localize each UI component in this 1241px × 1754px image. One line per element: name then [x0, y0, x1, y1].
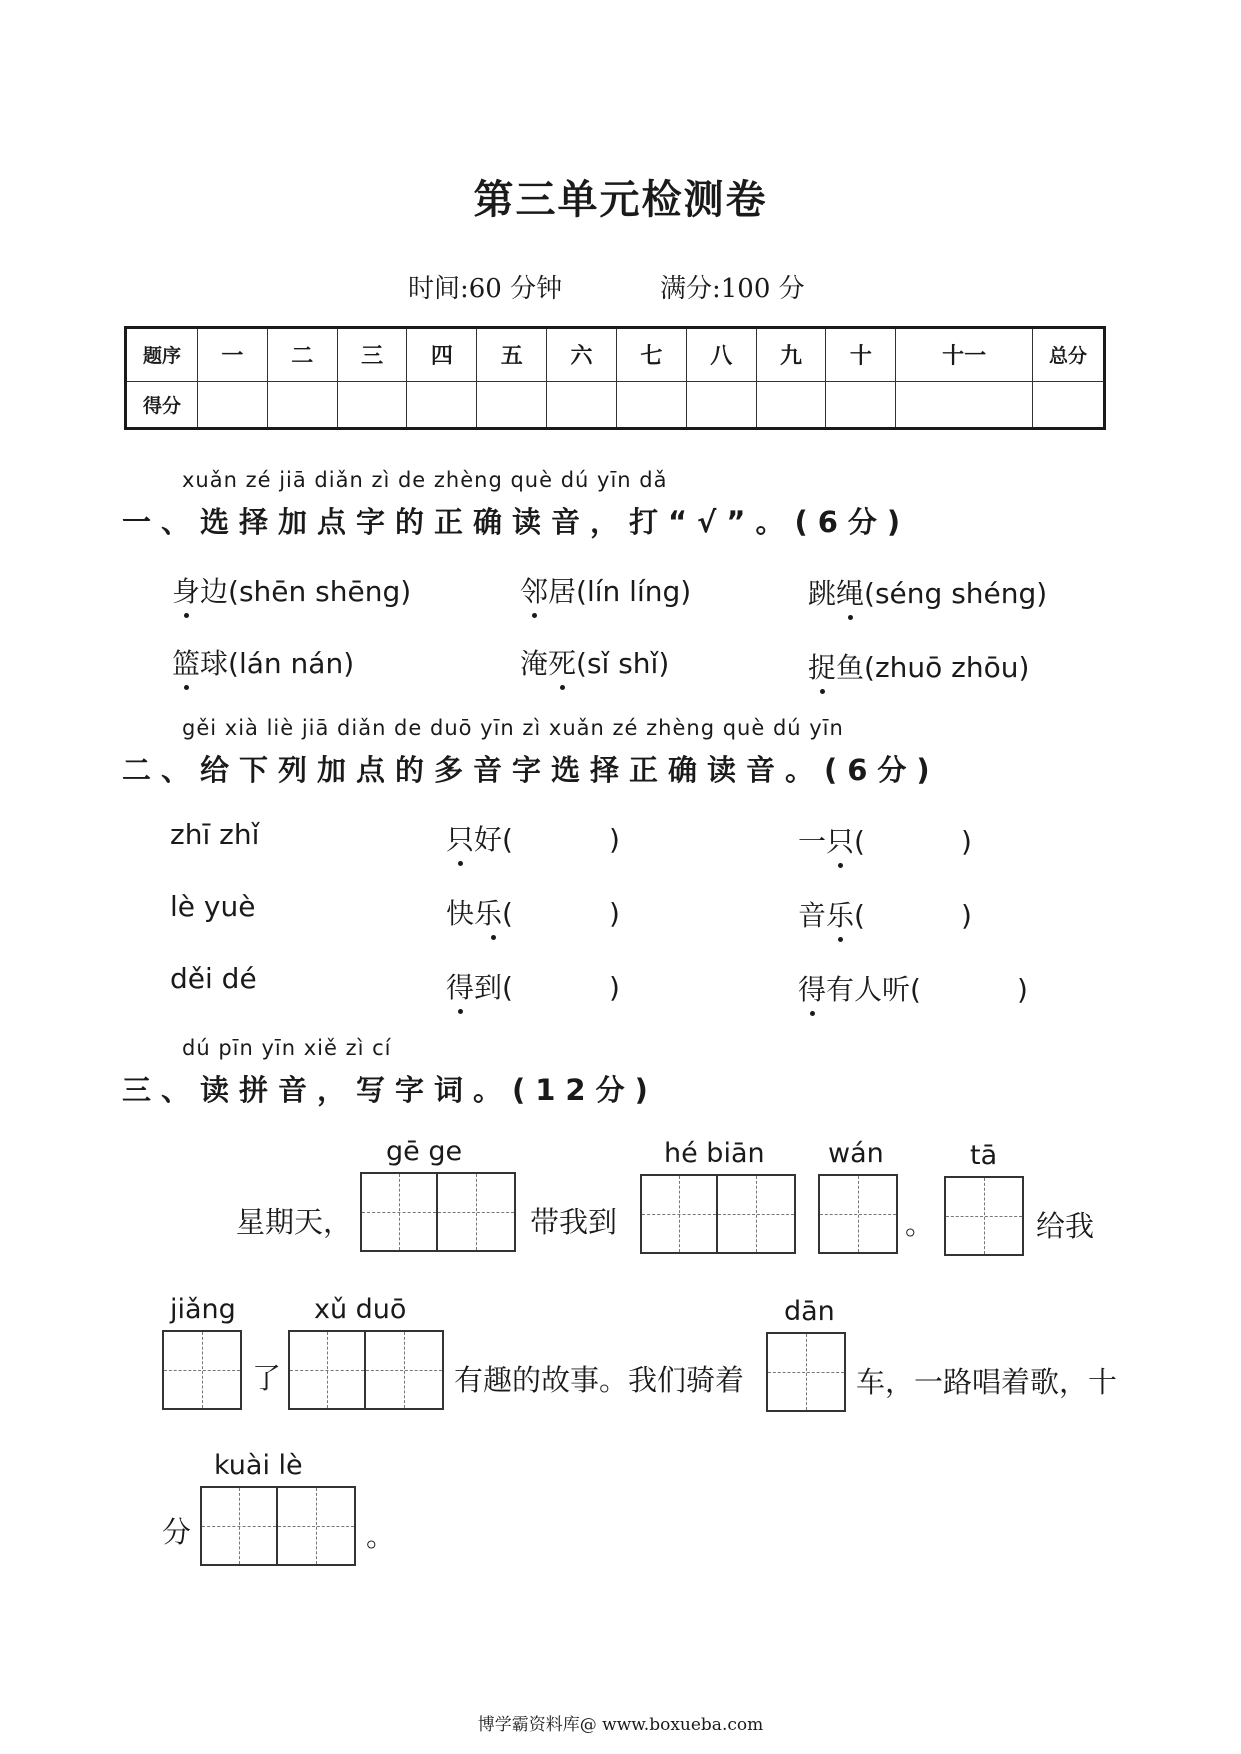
full-score: 满分:100 分 — [660, 274, 805, 304]
writing-box[interactable] — [162, 1330, 242, 1410]
score-row-label: 题序 — [126, 328, 198, 382]
writing-box[interactable] — [944, 1176, 1024, 1256]
char: 一 — [798, 825, 827, 858]
score-row-label: 得分 — [126, 381, 198, 428]
dotted-char: 只 — [446, 823, 475, 856]
score-col: 八 — [686, 328, 756, 382]
q2-readings: lè yuè — [170, 890, 256, 923]
score-cell[interactable] — [686, 381, 756, 428]
score-cell[interactable] — [616, 381, 686, 428]
dotted-char: 邻 — [520, 575, 549, 608]
score-cell[interactable] — [267, 381, 337, 428]
writing-box[interactable] — [640, 1174, 796, 1254]
paren: ) — [608, 897, 620, 930]
dotted-char: 死 — [548, 647, 577, 680]
pinyin-options: (zhuō zhōu) — [864, 651, 1030, 684]
dotted-char: 捉 — [808, 651, 837, 684]
paren: ( — [854, 825, 865, 858]
score-cell[interactable] — [896, 381, 1033, 428]
text: 分 — [162, 1515, 192, 1549]
dotted-char: 乐( — [474, 897, 513, 930]
dotted-char: 得 — [446, 971, 475, 1004]
text: 给我 — [1036, 1209, 1095, 1243]
text: 。 — [366, 1519, 396, 1553]
char: 有人听( — [826, 973, 921, 1006]
score-col: 一 — [198, 328, 268, 382]
q2-item[interactable] — [798, 820, 972, 860]
q2-item[interactable] — [446, 966, 620, 1006]
paren: ) — [608, 971, 620, 1004]
q2-item[interactable] — [446, 892, 620, 932]
pinyin-options: (séng shéng) — [864, 577, 1048, 610]
paren: ( — [854, 899, 865, 932]
box-pinyin: xǔ duō — [314, 1294, 407, 1325]
text: 车，一路唱着歌，十 — [856, 1365, 1118, 1399]
box-pinyin: tā — [970, 1140, 998, 1171]
q1-item[interactable] — [520, 642, 669, 682]
score-cell[interactable] — [756, 381, 826, 428]
pinyin-options: (shēn shēng) — [228, 575, 412, 608]
char: 跳 — [808, 577, 837, 610]
char: 居 — [548, 575, 577, 608]
score-cell[interactable] — [1033, 381, 1105, 428]
q3-title: 三、读拼音，写字词。(12分) — [122, 1073, 658, 1107]
char: 好( — [474, 823, 513, 856]
char: 鱼 — [836, 651, 865, 684]
box-pinyin: kuài lè — [214, 1450, 303, 1481]
writing-box[interactable] — [200, 1486, 356, 1566]
writing-box[interactable] — [818, 1174, 898, 1254]
char: 淹 — [520, 647, 549, 680]
q3-pinyin: dú pīn yīn xiě zì cí — [182, 1036, 392, 1060]
score-cell[interactable] — [547, 381, 617, 428]
char: 快 — [446, 897, 475, 930]
q1-item[interactable] — [520, 570, 691, 610]
text: 了 — [252, 1361, 282, 1395]
dotted-char: 乐 — [826, 899, 855, 932]
score-cell[interactable] — [337, 381, 407, 428]
char: 到( — [474, 971, 513, 1004]
box-pinyin: hé biān — [664, 1138, 765, 1169]
score-value-row — [126, 381, 1105, 428]
q2-item[interactable] — [798, 968, 1028, 1008]
footer-watermark: 博学霸资料库@ www.boxueba.com — [477, 1715, 764, 1735]
score-cell[interactable] — [477, 381, 547, 428]
dotted-char: 绳 — [836, 577, 865, 610]
page-title: 第三单元检测卷 — [473, 177, 768, 223]
box-pinyin: dān — [784, 1296, 835, 1327]
char: 音 — [798, 899, 827, 932]
char: 边 — [200, 575, 229, 608]
writing-box[interactable] — [360, 1172, 516, 1252]
score-table — [124, 326, 1106, 430]
q1-pinyin: xuǎn zé jiā diǎn zì de zhèng què dú yīn dǎ — [182, 468, 668, 492]
paren: ) — [960, 899, 972, 932]
dotted-char: 身 — [172, 575, 201, 608]
score-col: 九 — [756, 328, 826, 382]
text: 有趣的故事。我们骑着 — [454, 1363, 745, 1397]
q1-item[interactable] — [808, 572, 1047, 612]
score-total-label: 总分 — [1033, 328, 1105, 382]
text: 带我到 — [530, 1205, 618, 1239]
q2-readings: děi dé — [170, 962, 257, 995]
q2-item[interactable] — [446, 818, 620, 858]
box-pinyin: jiǎng — [170, 1294, 236, 1325]
q2-item[interactable] — [798, 894, 972, 934]
box-pinyin: wán — [828, 1138, 884, 1169]
writing-box[interactable] — [288, 1330, 444, 1410]
box-pinyin: gē ge — [386, 1136, 463, 1167]
score-col: 十 — [826, 328, 896, 382]
score-cell[interactable] — [407, 381, 477, 428]
score-col: 四 — [407, 328, 477, 382]
pinyin-options: (lán nán) — [228, 647, 355, 680]
paren: ) — [960, 825, 972, 858]
score-col: 三 — [337, 328, 407, 382]
q1-item[interactable] — [172, 642, 354, 682]
q2-readings: zhī zhǐ — [170, 818, 260, 851]
score-col: 五 — [477, 328, 547, 382]
score-col: 七 — [616, 328, 686, 382]
dotted-char: 篮 — [172, 647, 201, 680]
score-col: 六 — [547, 328, 617, 382]
exam-time: 时间:60 分钟 — [408, 274, 563, 304]
q2-pinyin: gěi xià liè jiā diǎn de duō yīn zì xuǎn zé zhèng què dú yīn — [182, 716, 844, 740]
text: 星期天， — [236, 1205, 353, 1239]
char: 球 — [200, 647, 229, 680]
paren: ) — [608, 823, 620, 856]
writing-box[interactable] — [766, 1332, 846, 1412]
score-col: 十一 — [896, 328, 1033, 382]
score-header-row — [126, 328, 1105, 382]
dotted-char: 得 — [798, 973, 827, 1006]
paren: ) — [1016, 973, 1028, 1006]
dotted-char: 只 — [826, 825, 855, 858]
q1-item[interactable] — [172, 570, 411, 610]
score-cell[interactable] — [826, 381, 896, 428]
score-col: 二 — [267, 328, 337, 382]
pinyin-options: (sǐ shǐ) — [576, 647, 670, 680]
q2-title: 二、给下列加点的多音字选择正确读音。(6分) — [122, 753, 940, 787]
score-cell[interactable] — [198, 381, 268, 428]
q1-item[interactable] — [808, 646, 1029, 686]
pinyin-options: (lín líng) — [576, 575, 692, 608]
text: 。 — [905, 1207, 935, 1241]
q1-title: 一、选择加点字的正确读音，打“√”。(6分) — [122, 505, 911, 539]
